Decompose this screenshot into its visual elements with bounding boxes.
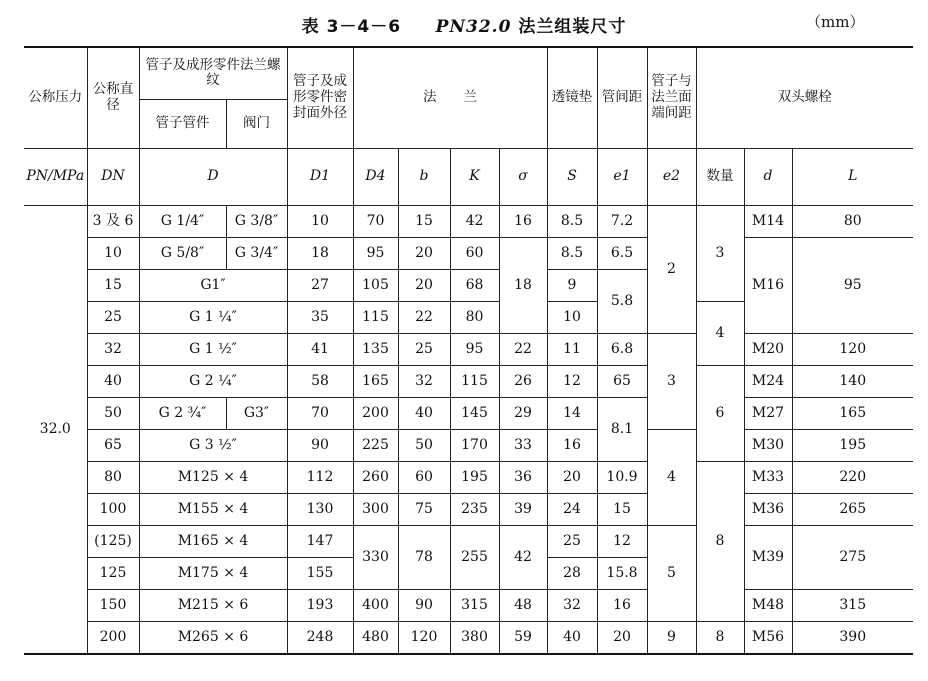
cell-d1: 193 <box>287 589 353 621</box>
cell-k: 380 <box>450 621 499 654</box>
cell-dn: 100 <box>87 493 139 525</box>
cell-e1: 7.2 <box>597 205 647 237</box>
cell-d1: 90 <box>287 429 353 461</box>
unit-label: （mm） <box>806 13 865 31</box>
header-bolt: 双头螺栓 <box>696 47 913 148</box>
table-row <box>24 429 913 461</box>
symbol-s: S <box>547 148 597 205</box>
cell-k: 145 <box>450 397 499 429</box>
cell-bolt-d: M14 <box>744 205 792 237</box>
cell-sigma: 36 <box>499 461 547 493</box>
cell-bolt-l: 315 <box>792 589 913 621</box>
cell-dn: 150 <box>87 589 139 621</box>
symbol-pn: PN/MPa <box>24 148 87 205</box>
table-caption <box>0 12 928 37</box>
cell-d4: 165 <box>353 365 398 397</box>
cell-d1: 27 <box>287 269 353 301</box>
cell-d4: 225 <box>353 429 398 461</box>
cell-bolt-d: M39 <box>744 525 792 589</box>
cell-dn: 125 <box>87 557 139 589</box>
caption-pn: PN32.0 <box>435 17 512 37</box>
cell-d1: 130 <box>287 493 353 525</box>
header-e2: 管子与法兰面端间距 <box>647 47 696 148</box>
cell-bolt-l: 265 <box>792 493 913 525</box>
cell-d1: 112 <box>287 461 353 493</box>
cell-e2: 9 <box>647 621 696 654</box>
cell-d4: 105 <box>353 269 398 301</box>
cell-e1: 12 <box>597 525 647 557</box>
cell-e1: 15 <box>597 493 647 525</box>
cell-thread: M265 × 6 <box>139 621 287 654</box>
header-thread-group: 管子及成形零件法兰螺纹 <box>139 47 287 99</box>
cell-bolt-l: 165 <box>792 397 913 429</box>
cell-qty: 4 <box>696 301 744 365</box>
cell-d4: 330 <box>353 525 398 589</box>
cell-d4: 260 <box>353 461 398 493</box>
cell-bolt-l: 390 <box>792 621 913 654</box>
cell-s: 32 <box>547 589 597 621</box>
header-pipe-spacing: 管间距 <box>597 47 647 148</box>
cell-bolt-d: M56 <box>744 621 792 654</box>
cell-e1: 20 <box>597 621 647 654</box>
cell-s: 8.5 <box>547 205 597 237</box>
cell-bolt-d: M27 <box>744 397 792 429</box>
caption-number: 表 3－4－6 <box>301 17 402 37</box>
cell-thread: M125 × 4 <box>139 461 287 493</box>
cell-e1: 15.8 <box>597 557 647 589</box>
cell-thread: M175 × 4 <box>139 557 287 589</box>
cell-d1: 18 <box>287 237 353 269</box>
cell-sigma: 18 <box>499 237 547 333</box>
cell-d1: 10 <box>287 205 353 237</box>
cell-k: 80 <box>450 301 499 333</box>
header-flange: 法 兰 <box>353 47 547 148</box>
symbol-d1: D1 <box>287 148 353 205</box>
cell-qty: 8 <box>696 461 744 621</box>
cell-sigma: 59 <box>499 621 547 654</box>
cell-bolt-d: M48 <box>744 589 792 621</box>
cell-k: 115 <box>450 365 499 397</box>
cell-s: 25 <box>547 525 597 557</box>
cell-k: 315 <box>450 589 499 621</box>
cell-bolt-d: M16 <box>744 237 792 333</box>
table-row <box>24 493 913 525</box>
cell-thread: M155 × 4 <box>139 493 287 525</box>
cell-k: 255 <box>450 525 499 589</box>
cell-sigma: 39 <box>499 493 547 525</box>
cell-b: 75 <box>398 493 450 525</box>
cell-d1: 35 <box>287 301 353 333</box>
cell-bolt-l: 120 <box>792 333 913 365</box>
cell-e2: 2 <box>647 205 696 333</box>
cell-s: 12 <box>547 365 597 397</box>
cell-thread: G 5/8″ <box>139 237 226 269</box>
cell-s: 16 <box>547 429 597 461</box>
cell-qty: 6 <box>696 365 744 461</box>
cell-thread: G 1 ¼″ <box>139 301 287 333</box>
symbol-e2: e2 <box>647 148 696 205</box>
cell-dn: 80 <box>87 461 139 493</box>
cell-sigma: 33 <box>499 429 547 461</box>
cell-s: 11 <box>547 333 597 365</box>
cell-dn: 40 <box>87 365 139 397</box>
cell-b: 40 <box>398 397 450 429</box>
table-row <box>24 461 913 493</box>
header-pipe-fitting: 管子管件 <box>139 99 226 148</box>
table-row <box>24 365 913 397</box>
cell-sigma: 22 <box>499 333 547 365</box>
table-row <box>24 589 913 621</box>
cell-b: 25 <box>398 333 450 365</box>
cell-sigma: 29 <box>499 397 547 429</box>
cell-k: 95 <box>450 333 499 365</box>
cell-k: 60 <box>450 237 499 269</box>
cell-d4: 70 <box>353 205 398 237</box>
cell-e1: 5.8 <box>597 269 647 333</box>
cell-e1: 10.9 <box>597 461 647 493</box>
cell-d4: 480 <box>353 621 398 654</box>
table-row <box>24 525 913 557</box>
cell-k: 195 <box>450 461 499 493</box>
cell-thread: G 3 ½″ <box>139 429 287 461</box>
header-pn: 公称压力 <box>24 47 87 148</box>
table-row <box>24 205 913 237</box>
cell-b: 78 <box>398 525 450 589</box>
cell-bolt-d: M24 <box>744 365 792 397</box>
cell-sigma: 26 <box>499 365 547 397</box>
cell-bolt-l: 220 <box>792 461 913 493</box>
cell-s: 8.5 <box>547 237 597 269</box>
cell-d4: 400 <box>353 589 398 621</box>
cell-b: 20 <box>398 269 450 301</box>
cell-thread: G 1 ½″ <box>139 333 287 365</box>
cell-bolt-l: 140 <box>792 365 913 397</box>
cell-dn: 65 <box>87 429 139 461</box>
cell-bolt-d: M36 <box>744 493 792 525</box>
cell-thread: G 2 ¾″ <box>139 397 226 429</box>
cell-e2: 3 <box>647 333 696 429</box>
cell-bolt-l: 95 <box>792 237 913 333</box>
header-valve: 阀门 <box>226 99 287 148</box>
cell-d1: 70 <box>287 397 353 429</box>
cell-bolt-l: 195 <box>792 429 913 461</box>
cell-dn: 50 <box>87 397 139 429</box>
symbol-d4: D4 <box>353 148 398 205</box>
cell-e1: 16 <box>597 589 647 621</box>
cell-s: 14 <box>547 397 597 429</box>
cell-dn: 25 <box>87 301 139 333</box>
cell-d4: 95 <box>353 237 398 269</box>
cell-s: 10 <box>547 301 597 333</box>
cell-sigma: 42 <box>499 525 547 589</box>
cell-b: 32 <box>398 365 450 397</box>
cell-k: 235 <box>450 493 499 525</box>
header-seal-od: 管子及成形零件密封面外径 <box>287 47 353 148</box>
cell-bolt-d: M33 <box>744 461 792 493</box>
cell-s: 24 <box>547 493 597 525</box>
table-row <box>24 333 913 365</box>
table-row <box>24 397 913 429</box>
flange-dimension-table <box>24 46 913 655</box>
cell-thread: G 2 ¼″ <box>139 365 287 397</box>
cell-b: 15 <box>398 205 450 237</box>
cell-thread: G 1/4″ <box>139 205 226 237</box>
cell-s: 9 <box>547 269 597 301</box>
cell-k: 42 <box>450 205 499 237</box>
cell-thread: M215 × 6 <box>139 589 287 621</box>
table-row <box>24 621 913 654</box>
symbol-dn: DN <box>87 148 139 205</box>
cell-b: 50 <box>398 429 450 461</box>
header-lens-gasket: 透镜垫 <box>547 47 597 148</box>
cell-thread: M165 × 4 <box>139 525 287 557</box>
cell-b: 90 <box>398 589 450 621</box>
cell-b: 22 <box>398 301 450 333</box>
cell-b: 20 <box>398 237 450 269</box>
header-dn: 公称直径 <box>87 47 139 148</box>
cell-k: 170 <box>450 429 499 461</box>
symbol-d: D <box>139 148 287 205</box>
cell-e1: 65 <box>597 365 647 397</box>
cell-dn: (125) <box>87 525 139 557</box>
cell-b: 120 <box>398 621 450 654</box>
cell-e1: 8.1 <box>597 397 647 461</box>
cell-s: 40 <box>547 621 597 654</box>
cell-dn: 32 <box>87 333 139 365</box>
symbol-d-bolt: d <box>744 148 792 205</box>
pressure-cell: 32.0 <box>24 205 87 654</box>
cell-dn: 200 <box>87 621 139 654</box>
cell-sigma: 48 <box>499 589 547 621</box>
table-row <box>24 237 913 269</box>
cell-qty: 3 <box>696 205 744 301</box>
cell-k: 68 <box>450 269 499 301</box>
cell-b: 60 <box>398 461 450 493</box>
cell-d4: 135 <box>353 333 398 365</box>
cell-dn: 10 <box>87 237 139 269</box>
cell-valve: G 3/8″ <box>226 205 287 237</box>
cell-s: 20 <box>547 461 597 493</box>
symbol-k: K <box>450 148 499 205</box>
cell-e2: 4 <box>647 429 696 525</box>
symbol-l: L <box>792 148 913 205</box>
cell-thread: G1″ <box>139 269 287 301</box>
symbol-qty: 数量 <box>696 148 744 205</box>
cell-bolt-d: M30 <box>744 429 792 461</box>
symbol-e1: e1 <box>597 148 647 205</box>
cell-dn: 3 及 6 <box>87 205 139 237</box>
cell-valve: G 3/4″ <box>226 237 287 269</box>
cell-d1: 248 <box>287 621 353 654</box>
cell-d4: 115 <box>353 301 398 333</box>
cell-dn: 15 <box>87 269 139 301</box>
cell-d1: 155 <box>287 557 353 589</box>
cell-sigma: 16 <box>499 205 547 237</box>
caption-text: 法兰组装尺寸 <box>518 17 627 37</box>
cell-d1: 58 <box>287 365 353 397</box>
cell-e1: 6.5 <box>597 237 647 269</box>
cell-d4: 200 <box>353 397 398 429</box>
cell-bolt-l: 80 <box>792 205 913 237</box>
cell-bolt-d: M20 <box>744 333 792 365</box>
symbol-sigma: σ <box>499 148 547 205</box>
cell-bolt-l: 275 <box>792 525 913 589</box>
cell-qty: 8 <box>696 621 744 654</box>
cell-s: 28 <box>547 557 597 589</box>
cell-e2: 5 <box>647 525 696 621</box>
symbol-b: b <box>398 148 450 205</box>
cell-d1: 147 <box>287 525 353 557</box>
cell-d1: 41 <box>287 333 353 365</box>
cell-valve: G3″ <box>226 397 287 429</box>
cell-e1: 6.8 <box>597 333 647 365</box>
cell-d4: 300 <box>353 493 398 525</box>
